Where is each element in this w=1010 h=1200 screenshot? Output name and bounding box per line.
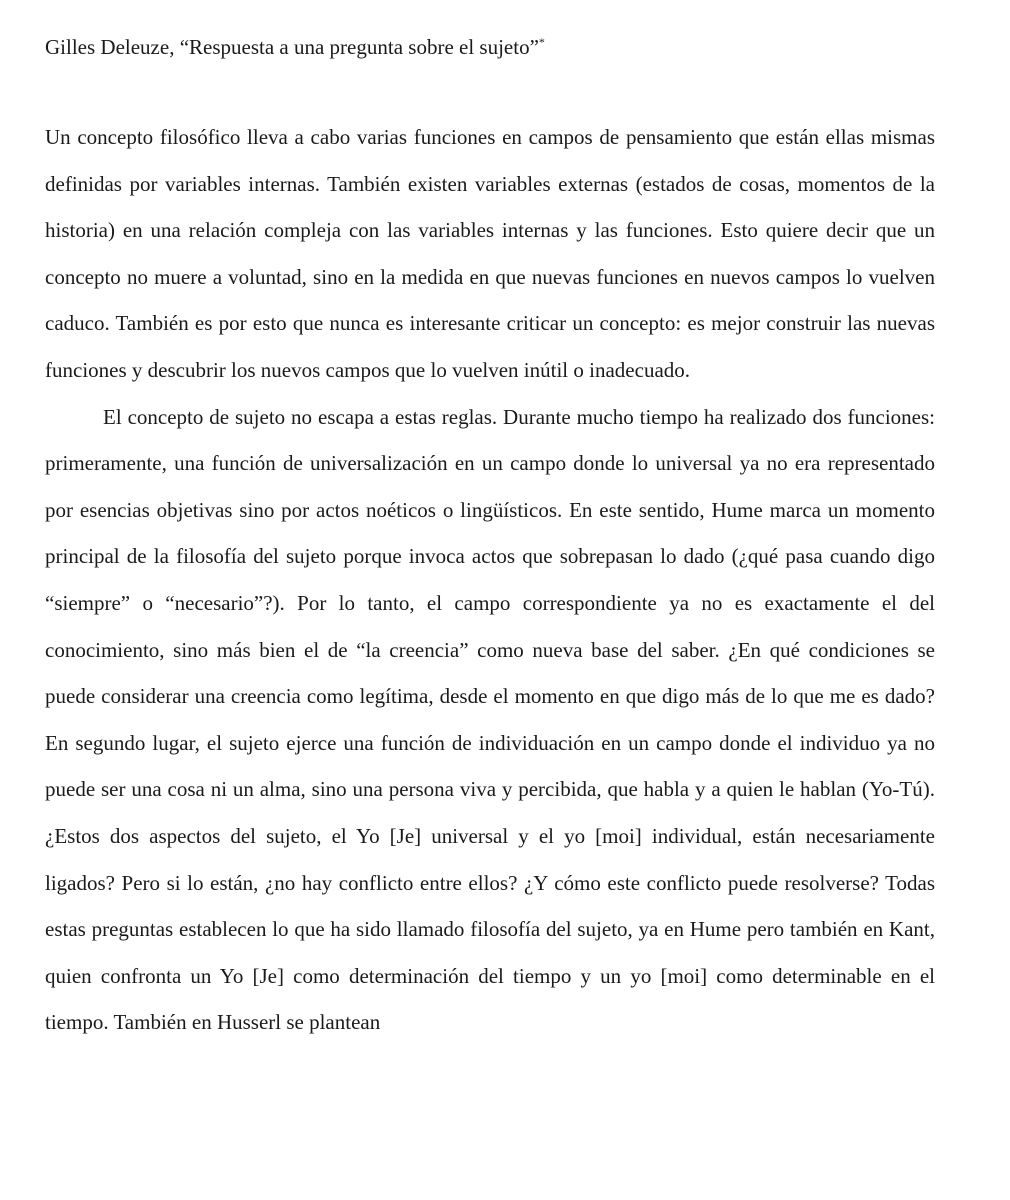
footnote-marker: * bbox=[538, 35, 545, 49]
document-page bbox=[45, 28, 935, 1046]
document-title-text: Gilles Deleuze, “Respuesta a una pregunta sobre el sujeto” bbox=[45, 35, 539, 59]
paragraph-1: Un concepto filosófico lleva a cabo varias funciones en campos de pensamiento que están ellas mismas definidas por variables internas. También existen variables externas (estados de cosas, momentos de la historia) en una relación compleja con las variables internas y las funciones. Esto quiere decir que un concepto no muere a voluntad, sino en la medida en que nuevas funciones en nuevos campos lo vuelven caduco. También es por esto que nunca es interesante criticar un concepto: es mejor construir las nuevas funciones y descubrir los nuevos campos que lo vuelven inútil o inadecuado. bbox=[45, 125, 935, 382]
paragraph-2: El concepto de sujeto no escapa a estas reglas. Durante mucho tiempo ha realizado dos funciones: primeramente, una función de universalización en un campo donde lo universal ya no era representado por esencias objetivas sino por actos noéticos o lingüísticos. En este sentido, Hume marca un momento principal de la filosofía del sujeto porque invoca actos que sobrepasan lo dado (¿qué pasa cuando digo “siempre” o “necesario”?). Por lo tanto, el campo correspondiente ya no es exactamente el del conocimiento, sino más bien el de “la creencia” como nueva base del saber. ¿En qué condiciones se puede considerar una creencia como legítima, desde el momento en que digo más de lo que me es dado? En segundo lugar, el sujeto ejerce una función de individuación en un campo donde el individuo ya no puede ser una cosa ni un alma, sino una persona viva y percibida, que habla y a quien le hablan (Yo-Tú). ¿Estos dos aspectos del sujeto, el Yo [Je] universal y el yo [moi] individual, están necesariamente ligados? Pero si lo están, ¿no hay conflicto entre ellos? ¿Y cómo este conflicto puede resolverse? Todas estas preguntas establecen lo que ha sido llamado filosofía del sujeto, ya en Hume pero también en Kant, quien confronta un Yo [Je] como determinación del tiempo y un yo [moi] como determinable en el tiempo. También en Husserl se plantean bbox=[45, 404, 935, 1035]
document-title bbox=[45, 28, 935, 66]
